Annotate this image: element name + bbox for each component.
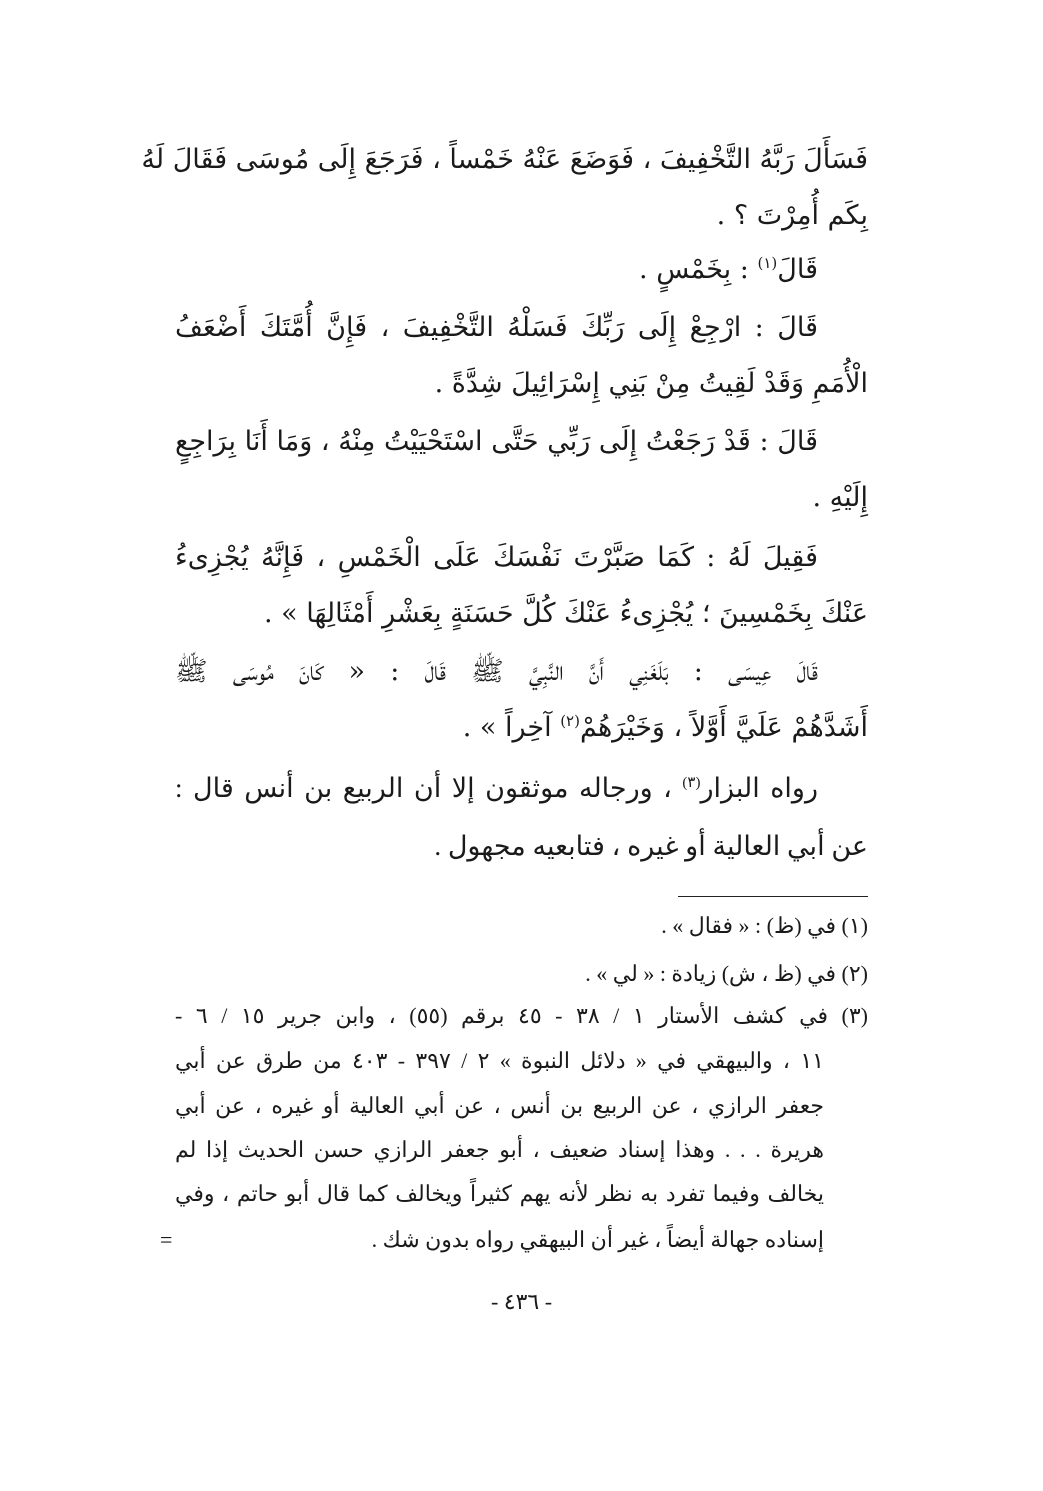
footnote-3-line: ١١ ، والبيهقي في « دلائل النبوة » ٢ / ٣٩٧ - ٤٠٣ من طرق عن أبي (175, 1048, 824, 1073)
footnote-3-line: هريرة . . . وهذا إسناد ضعيف ، أبو جعفر الرازي حسن الحديث إذا لم (175, 1137, 824, 1162)
text-line: عن أبي العالية أو غيره ، فتابعيه مجهول . (434, 831, 868, 861)
text-line (175, 766, 868, 810)
text-segment: قَالَ (777, 254, 818, 285)
text-line: بِكَم أُمِرْتَ ؟ . (716, 200, 868, 231)
text-line (175, 248, 868, 292)
text-segment: آخِراً » . (462, 712, 561, 743)
footnote-3-line: جعفر الرازي ، عن الربيع بن أنس ، عن أبي العالية أو غيره ، عن أبي (175, 1093, 824, 1118)
footnote-ref: (٣) (682, 775, 701, 791)
footnote-3-line: إسناده جهالة أيضاً ، غير أن البيهقي رواه بدون شك . (371, 1227, 824, 1252)
continuation-mark: = (160, 1227, 173, 1252)
footnote-ref: (١) (757, 254, 778, 272)
text-segment: أَشَدَّهُمْ عَلَيَّ أَوَّلاً ، وَخَيْرَهُمْ (579, 712, 868, 743)
footnote-divider (678, 896, 868, 897)
text-line: فَقِيلَ لَهُ : كَمَا صَبَّرْتَ نَفْسَكَ عَلَى الْخَمْسِ ، فَإِنَّهُ يُجْزِىءُ (175, 542, 818, 573)
text-line (175, 706, 868, 750)
text-line: الْأُمَمِ وَقَدْ لَقِيتُ مِنْ بَنِي إِسْرَائِيلَ شِدَّةً . (434, 368, 868, 399)
text-segment: : بِخَمْسٍ . (639, 254, 758, 285)
text-segment: رواه البزار (700, 773, 818, 803)
text-line: عَنْكَ بِخَمْسِينَ ؛ يُجْزِىءُ عَنْكَ كُلَّ حَسَنَةٍ بِعَشْرِ أَمْثَالِهَا » . (263, 598, 868, 629)
footnote-1: (١) في (ظ) : « فقال » . (661, 913, 868, 938)
footnote-2: (٢) في (ظ ، ش) زيادة : « لي » . (585, 961, 868, 986)
footnote-3-line: يخالف وفيما تفرد به نظر لأنه يهم كثيراً ويخالف كما قال أبو حاتم ، وفي (175, 1181, 824, 1206)
text-line: قَالَ : ارْجِعْ إِلَى رَبِّكَ فَسَلْهُ التَّخْفِيفَ ، فَإِنَّ أُمَّتَكَ أَضْعَفُ (175, 312, 818, 343)
text-segment: ، ورجاله موثقون إلا أن الربيع بن أنس قال : (175, 773, 683, 803)
footnote-ref: (٢) (560, 712, 580, 730)
text-line: إِلَيْهِ . (812, 482, 868, 513)
text-line: قَالَ عِيسَى : بَلَغَنِي أَنَّ النَّبِيَّ ﷺ قَالَ : « كَانَ مُوسَى ﷺ (175, 656, 818, 687)
text-line: قَالَ : قَدْ رَجَعْتُ إِلَى رَبِّي حَتَّى اسْتَحْيَيْتُ مِنْهُ ، وَمَا أَنَا بِرَاجِعٍ (175, 426, 818, 457)
text-line: فَسَأَلَ رَبَّهُ التَّخْفِيفَ ، فَوَضَعَ عَنْهُ خَمْساً ، فَرَجَعَ إِلَى مُوسَى فَقَالَ لَهُ (141, 144, 868, 175)
footnote-3: (٣) في كشف الأستار ١ / ٣٨ - ٤٥ برقم (٥٥) ، وابن جرير ١٥ / ٦ - (175, 1003, 868, 1028)
page-number: - ٤٣٦ - (490, 1289, 553, 1314)
